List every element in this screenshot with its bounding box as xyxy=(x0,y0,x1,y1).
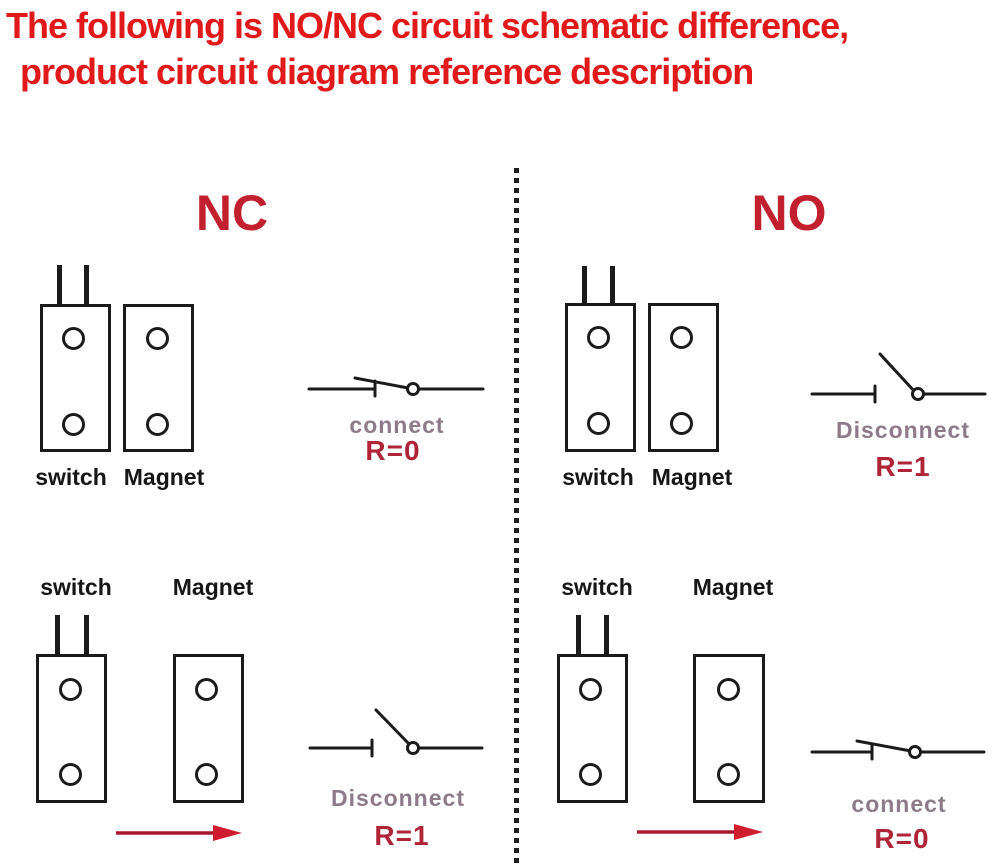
mounting-hole xyxy=(146,413,169,436)
mounting-hole xyxy=(717,763,740,786)
magnet-motion-arrow xyxy=(113,824,245,842)
mounting-hole xyxy=(587,412,610,435)
switch-pin xyxy=(576,615,581,657)
no-heading: NO xyxy=(751,185,827,241)
mounting-hole xyxy=(579,678,602,701)
switch-pin xyxy=(604,615,609,657)
magnet-motion-arrow xyxy=(634,823,766,841)
switch-pin xyxy=(84,265,89,307)
mounting-hole xyxy=(195,678,218,701)
mounting-hole xyxy=(59,678,82,701)
switch-pin xyxy=(610,266,615,308)
open-switch-symbol xyxy=(808,351,988,403)
resistance-value: R=0 xyxy=(365,435,421,466)
mounting-hole xyxy=(146,327,169,350)
title-line-2: product circuit diagram reference description xyxy=(20,51,754,92)
mounting-hole xyxy=(62,327,85,350)
page-title xyxy=(6,3,1000,95)
switch-pin xyxy=(55,615,60,657)
switch-label: switch xyxy=(561,574,633,600)
mounting-hole xyxy=(195,763,218,786)
mounting-hole xyxy=(62,413,85,436)
mounting-hole xyxy=(670,326,693,349)
state-label: Disconnect xyxy=(331,785,465,811)
switch-label: switch xyxy=(35,464,107,490)
magnet-label: Magnet xyxy=(692,574,774,600)
dotted-divider xyxy=(514,168,519,867)
mounting-hole xyxy=(670,412,693,435)
nc-heading: NC xyxy=(195,185,269,241)
open-switch-symbol xyxy=(306,705,486,757)
mounting-hole xyxy=(587,326,610,349)
switch-pin xyxy=(57,265,62,307)
resistance-value: R=0 xyxy=(874,823,930,854)
closed-switch-symbol xyxy=(306,371,486,401)
closed-switch-symbol xyxy=(808,734,988,764)
magnet-label: Magnet xyxy=(651,464,733,490)
resistance-value: R=1 xyxy=(875,451,931,482)
mounting-hole xyxy=(717,678,740,701)
switch-label: switch xyxy=(40,574,112,600)
magnet-label: Magnet xyxy=(172,574,254,600)
state-label: connect xyxy=(349,412,445,438)
magnet-label: Magnet xyxy=(123,464,205,490)
mounting-hole xyxy=(59,763,82,786)
mounting-hole xyxy=(579,763,602,786)
title-line-1: The following is NO/NC circuit schematic difference, xyxy=(6,5,849,46)
switch-label: switch xyxy=(562,464,634,490)
resistance-value: R=1 xyxy=(374,820,430,851)
switch-pin xyxy=(582,266,587,308)
state-label: connect xyxy=(851,791,947,817)
switch-pin xyxy=(84,615,89,657)
state-label: Disconnect xyxy=(836,417,970,443)
